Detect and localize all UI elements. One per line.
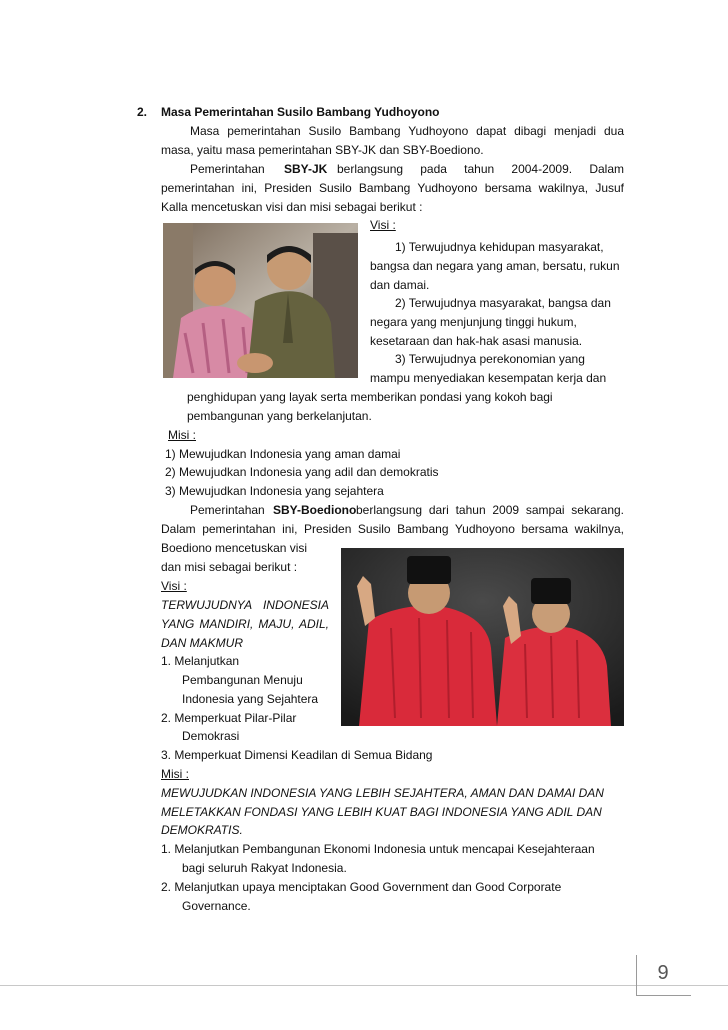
sbyjk-line-2: pemerintahan ini, Presiden Susilo Bambang Yudhoyono bersama wakilnya, Jusuf xyxy=(161,181,624,195)
sbyboed-misi-caps-1: MEWUJUDKAN INDONESIA YANG LEBIH SEJAHTERA, AMAN DAN DAMAI DAN xyxy=(161,786,604,800)
sbyboed-visi-label: Visi : xyxy=(161,579,187,593)
sbyjk-visi-3d: pembangunan yang berkelanjutan. xyxy=(187,409,372,423)
sbyboed-visi-1a: 1. Melanjutkan xyxy=(161,654,240,668)
sbyboed-misi-1b: bagi seluruh Rakyat Indonesia. xyxy=(182,861,347,875)
sbyjk-visi-1c: dan damai. xyxy=(370,278,430,292)
sbyjk-visi-1a: 1) Terwujudnya kehidupan masyarakat, xyxy=(395,240,604,254)
sbyjk-misi-label: Misi : xyxy=(168,428,196,442)
sbyboed-line-2: Dalam pemerintahan ini, Presiden Susilo Bambang Yudhoyono bersama wakilnya, xyxy=(161,522,624,536)
sbyboed-visi-2a: 2. Memperkuat Pilar-Pilar xyxy=(161,711,297,725)
section-number: 2. xyxy=(137,105,148,119)
sbyjk-pre: Pemerintahan xyxy=(190,162,265,176)
sbyboed-visi-caps-3: DAN MAKMUR xyxy=(161,636,244,650)
sbyboed-misi-2b: Governance. xyxy=(182,899,251,913)
sbyjk-visi-2b: negara yang menjunjung tinggi hukum, xyxy=(370,315,577,329)
sbyjk-visi-2c: kesetaraan dan hak-hak asasi manusia. xyxy=(370,334,583,348)
sbyboed-pre: Pemerintahan xyxy=(190,503,265,517)
sbyboed-misi-caps-2: MELETAKKAN FONDASI YANG LEBIH KUAT BAGI INDONESIA YANG ADIL DAN xyxy=(161,805,602,819)
sbyboed-visi-3: 3. Memperkuat Dimensi Keadilan di Semua Bidang xyxy=(161,748,433,762)
sbyjk-visi-2a: 2) Terwujudnya masyarakat, bangsa dan xyxy=(395,296,611,310)
photo-sby-boediono xyxy=(341,548,624,726)
intro-line-1: Masa pemerintahan Susilo Bambang Yudhoyono dapat dibagi menjadi dua xyxy=(190,124,624,138)
sbyboed-visi-1b: Pembangunan Menuju xyxy=(182,673,303,687)
sbyboed-misi-caps-3: DEMOKRATIS. xyxy=(161,823,243,837)
sbyjk-post: berlangsung pada tahun 2004-2009. Dalam xyxy=(337,162,624,176)
sbyjk-bold: SBY-JK xyxy=(284,162,328,176)
photo-sby-jk xyxy=(163,223,358,378)
sbyjk-visi-3b: mampu menyediakan kesempatan kerja dan xyxy=(370,371,607,385)
intro-line-2: masa, yaitu masa pemerintahan SBY-JK dan SBY-Boediono. xyxy=(161,143,484,157)
sbyboed-misi-1a: 1. Melanjutkan Pembangunan Ekonomi Indonesia untuk mencapai Kesejahteraan xyxy=(161,842,595,856)
page-number: 9 xyxy=(657,962,669,984)
section-title: Masa Pemerintahan Susilo Bambang Yudhoyono xyxy=(161,105,440,119)
sbyboed-misi-2a: 2. Melanjutkan upaya menciptakan Good Government dan Good Corporate xyxy=(161,880,562,894)
sbyjk-visi-3c: penghidupan yang layak serta memberikan pondasi yang kokoh bagi xyxy=(187,390,553,404)
sbyboed-misi-label: Misi : xyxy=(161,767,189,781)
sbyjk-visi-1b: bangsa dan negara yang aman, bersatu, rukun xyxy=(370,259,620,273)
sbyboed-post: berlangsung dari tahun 2009 sampai sekarang. xyxy=(356,503,624,517)
sbyjk-misi-1: 1) Mewujudkan Indonesia yang aman damai xyxy=(165,447,401,461)
footer-rule xyxy=(0,985,728,986)
sbyboed-bold: SBY-Boediono xyxy=(273,503,357,517)
sbyjk-visi-3a: 3) Terwujudnya perekonomian yang xyxy=(395,352,585,366)
sbyjk-misi-3: 3) Mewujudkan Indonesia yang sejahtera xyxy=(165,484,384,498)
sbyjk-line-3: Kalla mencetuskan visi dan misi sebagai berikut : xyxy=(161,200,423,214)
sbyboed-visi-caps-1: TERWUJUDNYA INDONESIA xyxy=(161,598,329,612)
sbyjk-visi-label: Visi : xyxy=(370,218,396,232)
sbyboed-line-3: Boediono mencetuskan visi xyxy=(161,541,308,555)
sbyboed-visi-caps-2: YANG MANDIRI, MAJU, ADIL, xyxy=(161,617,329,631)
sbyboed-visi-1c: Indonesia yang Sejahtera xyxy=(182,692,319,706)
sbyjk-misi-2: 2) Mewujudkan Indonesia yang adil dan demokratis xyxy=(165,465,439,479)
sbyboed-line-4: dan misi sebagai berikut : xyxy=(161,560,298,574)
sbyboed-visi-2b: Demokrasi xyxy=(182,729,240,743)
